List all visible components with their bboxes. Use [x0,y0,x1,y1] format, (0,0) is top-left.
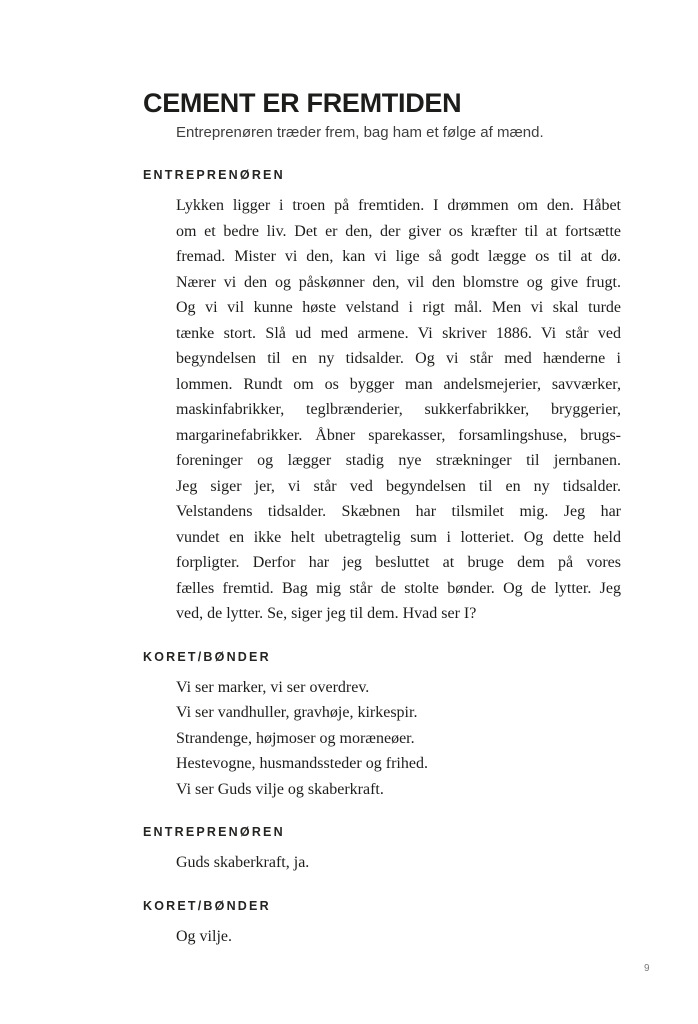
speaker-label: ENTREPRENØREN [143,168,285,182]
speech-lines [176,675,621,803]
verse-line: Og vilje. [176,927,232,945]
prose-line: foreninger og lægger stadig nye strækninger til jernbanen. [176,452,621,469]
dialogue-section [143,824,621,876]
prose-line: lommen. Rundt om os bygger man andelsmejerier, savværker, [176,375,621,393]
script-content [143,167,621,949]
prose-line: Velstandens tidsalder. Skæbnen har tilsmilet mig. Jeg har [176,503,621,520]
prose-line: ved, de lytter. Se, siger jeg til dem. Hvad ser I? [176,605,477,622]
stage-direction: Entreprenøren træder frem, bag ham et følge af mænd. [176,124,544,141]
prose-line: maskinfabrikker, teglbrænderier, sukkerfabrikker, bryggerier, [176,401,621,418]
prose-line: Og vi vil kunne høste velstand i rigt mål. Men vi skal turde [176,299,621,316]
verse-line: Vi ser Guds vilje og skaberkraft. [176,780,384,798]
speech-lines [176,193,621,627]
prose-line: Nærer vi den og påskønner den, vil den blomstre og give frugt. [176,273,621,291]
prose-line: vundet en ikke helt ubetragtelig sum i lotteriet. Og dette held [176,528,621,546]
dialogue-section [143,649,621,803]
verse-line: Vi ser marker, vi ser overdrev. [176,678,370,696]
speaker-label: KORET/BØNDER [143,649,271,664]
verse-line: Guds skaberkraft, ja. [176,854,310,871]
page-title: CEMENT ER FREMTIDEN [143,88,462,119]
dialogue-section [143,167,621,627]
speech-lines [176,924,621,950]
verse-line: Strandenge, højmoser og moræneøer. [176,729,415,747]
page-number: 9 [644,963,650,974]
prose-line: fremad. Mister vi den, kan vi lige så godt lægge os til at dø. [176,248,621,265]
prose-line: tænke stort. Slå ud med armene. Vi skriver 1886. Vi står ved [176,324,621,342]
speech-lines [176,850,621,876]
prose-line: margarinefabrikker. Åbner sparekasser, forsamlingshuse, brugs- [176,426,621,444]
verse-line: Vi ser vandhuller, gravhøje, kirkespir. [176,704,418,721]
prose-line: Lykken ligger i troen på fremtiden. I drømmen om den. Håbet [176,197,621,214]
speaker-label: ENTREPRENØREN [143,825,285,839]
prose-line: begyndelsen til en ny tidsalder. Og vi står med hænderne i [176,350,621,367]
dialogue-section [143,898,621,950]
verse-line: Hestevogne, husmandssteder og frihed. [176,755,428,772]
prose-line: fælles fremtid. Bag mig står de stolte bønder. Og de lytter. Jeg [176,579,621,597]
speaker-label: KORET/BØNDER [143,898,271,913]
prose-line: Jeg siger jer, vi står ved begyndelsen til en ny tidsalder. [176,477,621,495]
prose-line: forpligter. Derfor har jeg besluttet at bruge dem på vores [176,554,621,571]
prose-line: om et bedre liv. Det er den, der giver os kræfter til at fortsætte [176,222,621,240]
